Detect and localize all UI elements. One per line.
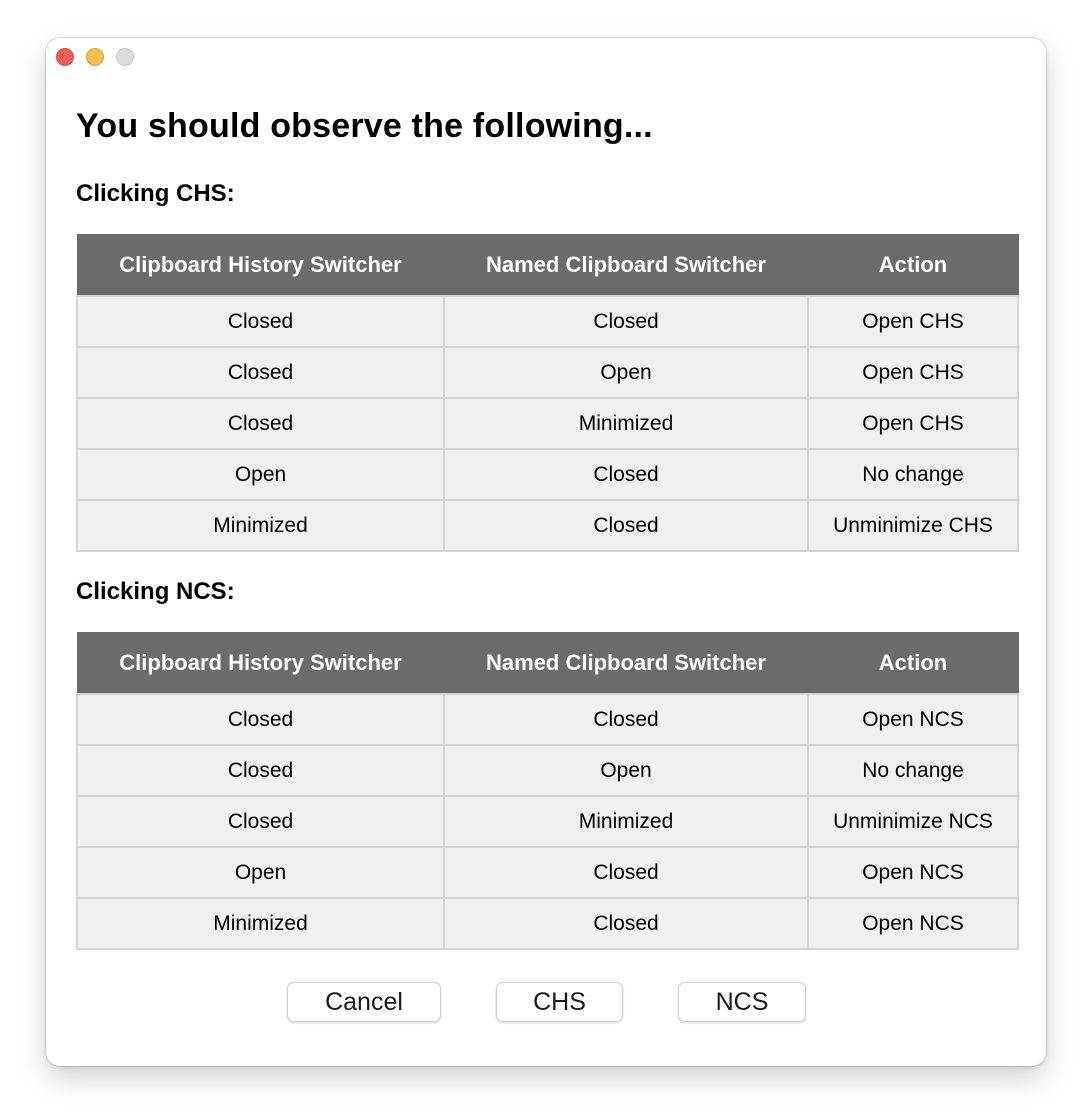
table-header-row bbox=[77, 235, 1018, 297]
table-cell: Closed bbox=[444, 694, 808, 745]
table-cell: Open NCS bbox=[808, 847, 1018, 898]
dialog-title: You should observe the following... bbox=[76, 107, 653, 145]
table-cell: Closed bbox=[77, 347, 444, 398]
close-window-button[interactable] bbox=[56, 48, 74, 66]
dialog-content bbox=[76, 102, 1016, 935]
cancel-button[interactable]: Cancel bbox=[287, 982, 441, 1022]
table-cell: Open bbox=[444, 745, 808, 796]
table-cell: Closed bbox=[444, 296, 808, 347]
table-cell: Open CHS bbox=[808, 347, 1018, 398]
table-cell: Open bbox=[77, 449, 444, 500]
table-cell: Minimized bbox=[77, 898, 444, 949]
column-header-chs: Clipboard History Switcher bbox=[77, 633, 444, 695]
table-cell: Closed bbox=[77, 398, 444, 449]
table-cell: Open bbox=[77, 847, 444, 898]
table-cell: Closed bbox=[77, 694, 444, 745]
table-row bbox=[77, 398, 1018, 449]
table-row bbox=[77, 347, 1018, 398]
section-heading-chs: Clicking CHS: bbox=[76, 180, 235, 207]
table-cell: Unminimize CHS bbox=[808, 500, 1018, 551]
table-cell: No change bbox=[808, 745, 1018, 796]
table-cell: Minimized bbox=[444, 796, 808, 847]
column-header-chs: Clipboard History Switcher bbox=[77, 235, 444, 297]
table-cell: No change bbox=[808, 449, 1018, 500]
table-header-row bbox=[77, 633, 1018, 695]
table-cell: Minimized bbox=[444, 398, 808, 449]
table-row bbox=[77, 796, 1018, 847]
column-header-action: Action bbox=[808, 235, 1018, 297]
table-row bbox=[77, 745, 1018, 796]
section-heading-ncs: Clicking NCS: bbox=[76, 578, 235, 605]
dialog-window bbox=[46, 38, 1046, 1066]
table-cell: Open NCS bbox=[808, 898, 1018, 949]
button-bar bbox=[46, 982, 1046, 1024]
column-header-ncs: Named Clipboard Switcher bbox=[444, 235, 808, 297]
table-chs bbox=[76, 234, 1019, 552]
zoom-window-button[interactable] bbox=[116, 48, 134, 66]
ncs-button[interactable]: NCS bbox=[678, 982, 806, 1022]
column-header-action: Action bbox=[808, 633, 1018, 695]
table-cell: Unminimize NCS bbox=[808, 796, 1018, 847]
table-cell: Closed bbox=[444, 449, 808, 500]
minimize-window-button[interactable] bbox=[86, 48, 104, 66]
table-ncs bbox=[76, 632, 1019, 950]
table-row bbox=[77, 898, 1018, 949]
table-cell: Closed bbox=[444, 500, 808, 551]
table-cell: Open NCS bbox=[808, 694, 1018, 745]
window-controls bbox=[56, 48, 134, 66]
chs-button[interactable]: CHS bbox=[496, 982, 623, 1022]
table-cell: Closed bbox=[444, 847, 808, 898]
table-cell: Closed bbox=[77, 796, 444, 847]
table-row bbox=[77, 694, 1018, 745]
table-row bbox=[77, 296, 1018, 347]
table-row bbox=[77, 500, 1018, 551]
table-cell: Open bbox=[444, 347, 808, 398]
column-header-ncs: Named Clipboard Switcher bbox=[444, 633, 808, 695]
table-cell: Closed bbox=[77, 296, 444, 347]
table-cell: Closed bbox=[444, 898, 808, 949]
table-cell: Closed bbox=[77, 745, 444, 796]
table-row bbox=[77, 847, 1018, 898]
table-cell: Open CHS bbox=[808, 398, 1018, 449]
table-cell: Minimized bbox=[77, 500, 444, 551]
table-cell: Open CHS bbox=[808, 296, 1018, 347]
table-row bbox=[77, 449, 1018, 500]
